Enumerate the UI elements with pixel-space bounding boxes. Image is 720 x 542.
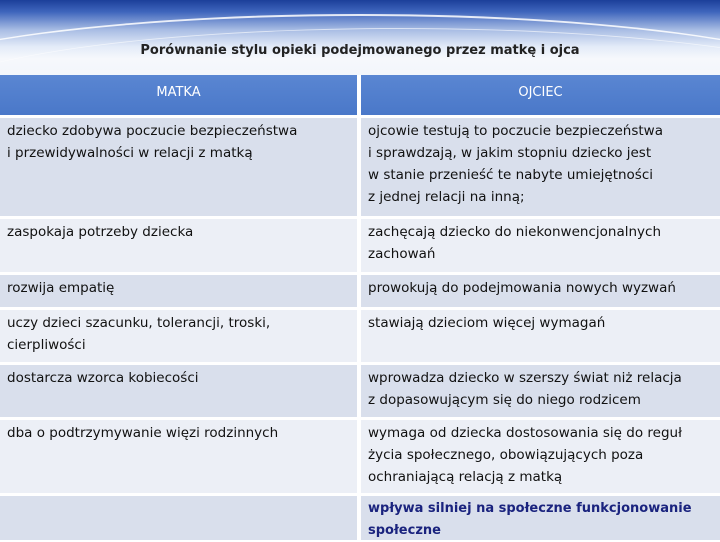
table-cell-matka: [0, 496, 357, 540]
table-cell-matka: zaspokaja potrzeby dziecka: [0, 219, 357, 272]
table-cell-matka: rozwija empatię: [0, 275, 357, 307]
table-cell-ojciec: zachęcają dziecko do niekonwencjonalnych zachowań: [361, 219, 720, 272]
table-cell-matka: dba o podtrzymywanie więzi rodzinnych: [0, 420, 357, 493]
column-header-matka: [0, 75, 357, 115]
table-cell-matka: dziecko zdobywa poczucie bezpieczeństwa i przewidywalności w relacji z matką: [0, 118, 357, 216]
table-cell-ojciec: ojcowie testują to poczucie bezpieczeństwa i sprawdzają, w jakim stopniu dziecko jest w stanie przenieść te nabyte umiejętności z jednej relacji na inną;: [361, 118, 720, 216]
header-banner: [0, 0, 720, 75]
table-cell-matka: dostarcza wzorca kobiecości: [0, 365, 357, 417]
table-cell-ojciec: wymaga od dziecka dostosowania się do reguł życia społecznego, obowiązujących poza ochraniającą relacją z matką: [361, 420, 720, 493]
page-title: Porównanie stylu opieki podejmowanego przez matkę i ojca: [140, 43, 580, 58]
table-cell-ojciec: prowokują do podejmowania nowych wyzwań: [361, 275, 720, 307]
column-header-ojciec: [361, 75, 720, 115]
table-cell-ojciec: wprowadza dziecko w szerszy świat niż relacja z dopasowującym się do niego rodzicem: [361, 365, 720, 417]
table-cell-ojciec: stawiają dzieciom więcej wymagań: [361, 310, 720, 362]
table-cell-ojciec: wpływa silniej na społeczne funkcjonowanie społeczne: [361, 496, 720, 540]
table-cell-matka: uczy dzieci szacunku, tolerancji, troski, cierpliwości: [0, 310, 357, 362]
column-header-label: MATKA: [156, 85, 201, 100]
column-header-label: OJCIEC: [518, 85, 563, 100]
